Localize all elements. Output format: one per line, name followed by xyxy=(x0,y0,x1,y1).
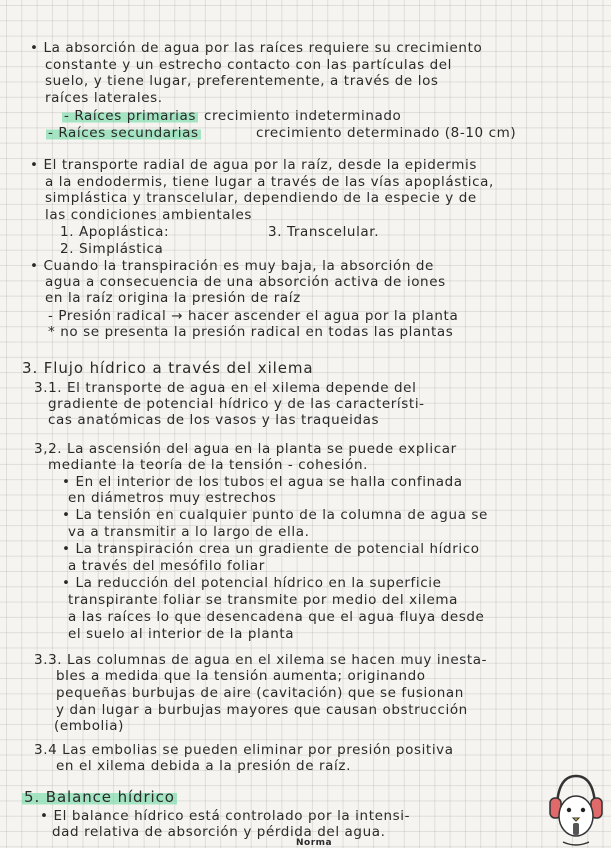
text-line: - Presión radical → hacer ascender el agua por la planta xyxy=(48,308,459,324)
text-line: en la raíz origina la presión de raíz xyxy=(45,290,301,306)
text-line: el suelo al interior de la planta xyxy=(68,626,295,642)
text-line: • La reducción del potencial hídrico en la superficie xyxy=(62,575,442,591)
text-line: 1. Apoplástica: xyxy=(60,224,170,240)
text-line: * no se presenta la presión radical en todas las plantas xyxy=(48,324,454,340)
text-line: 3.4 Las embolias se pueden eliminar por presión positiva xyxy=(34,742,454,758)
text-line: 3,2. La ascensión del agua en la planta se puede explicar xyxy=(34,441,457,457)
text-line: dad relativa de absorción y pérdida del agua. xyxy=(52,824,386,840)
text-line: bles a medida que la tensión aumenta; originando xyxy=(56,668,426,684)
text-line: a las raíces lo que desencadena que el agua fluya desde xyxy=(68,609,485,625)
text-line: va a transmitir a lo largo de ella. xyxy=(68,524,310,540)
text-line: cas anatómicas de los vasos y las traqueidas xyxy=(48,412,380,428)
text-line: simplástica y transcelular, dependiendo de la especie y de xyxy=(45,190,477,206)
highlighted-term: - Raíces primarias xyxy=(64,108,197,124)
text-line: agua a consecuencia de una absorción activa de iones xyxy=(45,274,446,290)
text-line: a la endodermis, tiene lugar a través de las vías apoplástica, xyxy=(45,174,494,190)
highlighted-heading: 5. Balance hídrico xyxy=(24,788,175,806)
text-line: (embolia) xyxy=(54,718,124,734)
text-line: • La tensión en cualquier punto de la columna de agua se xyxy=(62,507,488,523)
text-line: a través del mesófilo foliar xyxy=(68,558,265,574)
text-line: • La transpiración crea un gradiente de potencial hídrico xyxy=(62,541,480,557)
highlighted-term: - Raíces secundarias xyxy=(48,125,199,141)
text-line: raíces laterales. xyxy=(45,90,163,106)
text-line: • El transporte radial de agua por la raíz, desde la epidermis xyxy=(30,157,477,173)
character-icon xyxy=(547,770,605,848)
text-line: mediante la teoría de la tensión - cohesión. xyxy=(48,457,369,473)
text-line: 3.1. El transporte de agua en el xilema depende del xyxy=(34,380,417,396)
text-line: crecimiento indeterminado xyxy=(204,108,402,124)
text-line: crecimiento determinado (8-10 cm) xyxy=(256,125,517,141)
text-line: las condiciones ambientales xyxy=(45,207,252,223)
text-line: • Cuando la transpiración es muy baja, la absorción de xyxy=(30,258,434,274)
section-heading xyxy=(22,789,177,805)
text-line: 3.3. Las columnas de agua en el xilema se hacen muy inesta- xyxy=(34,652,488,668)
text-line: • El balance hídrico está controlado por la intensi- xyxy=(40,808,411,824)
text-line: en diámetros muy estrechos xyxy=(68,490,277,506)
text-line: • En el interior de los tubos el agua se halla confinada xyxy=(62,474,463,490)
text-line: gradiente de potencial hídrico y de las característi- xyxy=(48,396,425,412)
text-line: 3. Transcelular. xyxy=(268,224,380,240)
text-line xyxy=(62,108,198,124)
text-line: en el xilema debida a la presión de raíz. xyxy=(56,758,351,774)
text-line xyxy=(46,125,201,141)
text-line: transpirante foliar se transmite por medio del xilema xyxy=(68,592,458,608)
text-line: • La absorción de agua por las raíces requiere su crecimiento xyxy=(30,40,483,56)
section-heading: 3. Flujo hídrico a través del xilema xyxy=(22,359,314,377)
text-line: y dan lugar a burbujas mayores que causan obstrucción xyxy=(56,702,468,718)
text-line: pequeñas burbujas de aire (cavitación) que se fusionan xyxy=(56,685,464,701)
text-line: suelo, y tiene lugar, preferentemente, a través de los xyxy=(45,73,439,89)
text-line: constante y un estrecho contacto con las partículas del xyxy=(45,57,453,73)
text-line: 2. Simplástica xyxy=(60,241,164,257)
notebook-brand-label: Norma xyxy=(296,838,333,848)
